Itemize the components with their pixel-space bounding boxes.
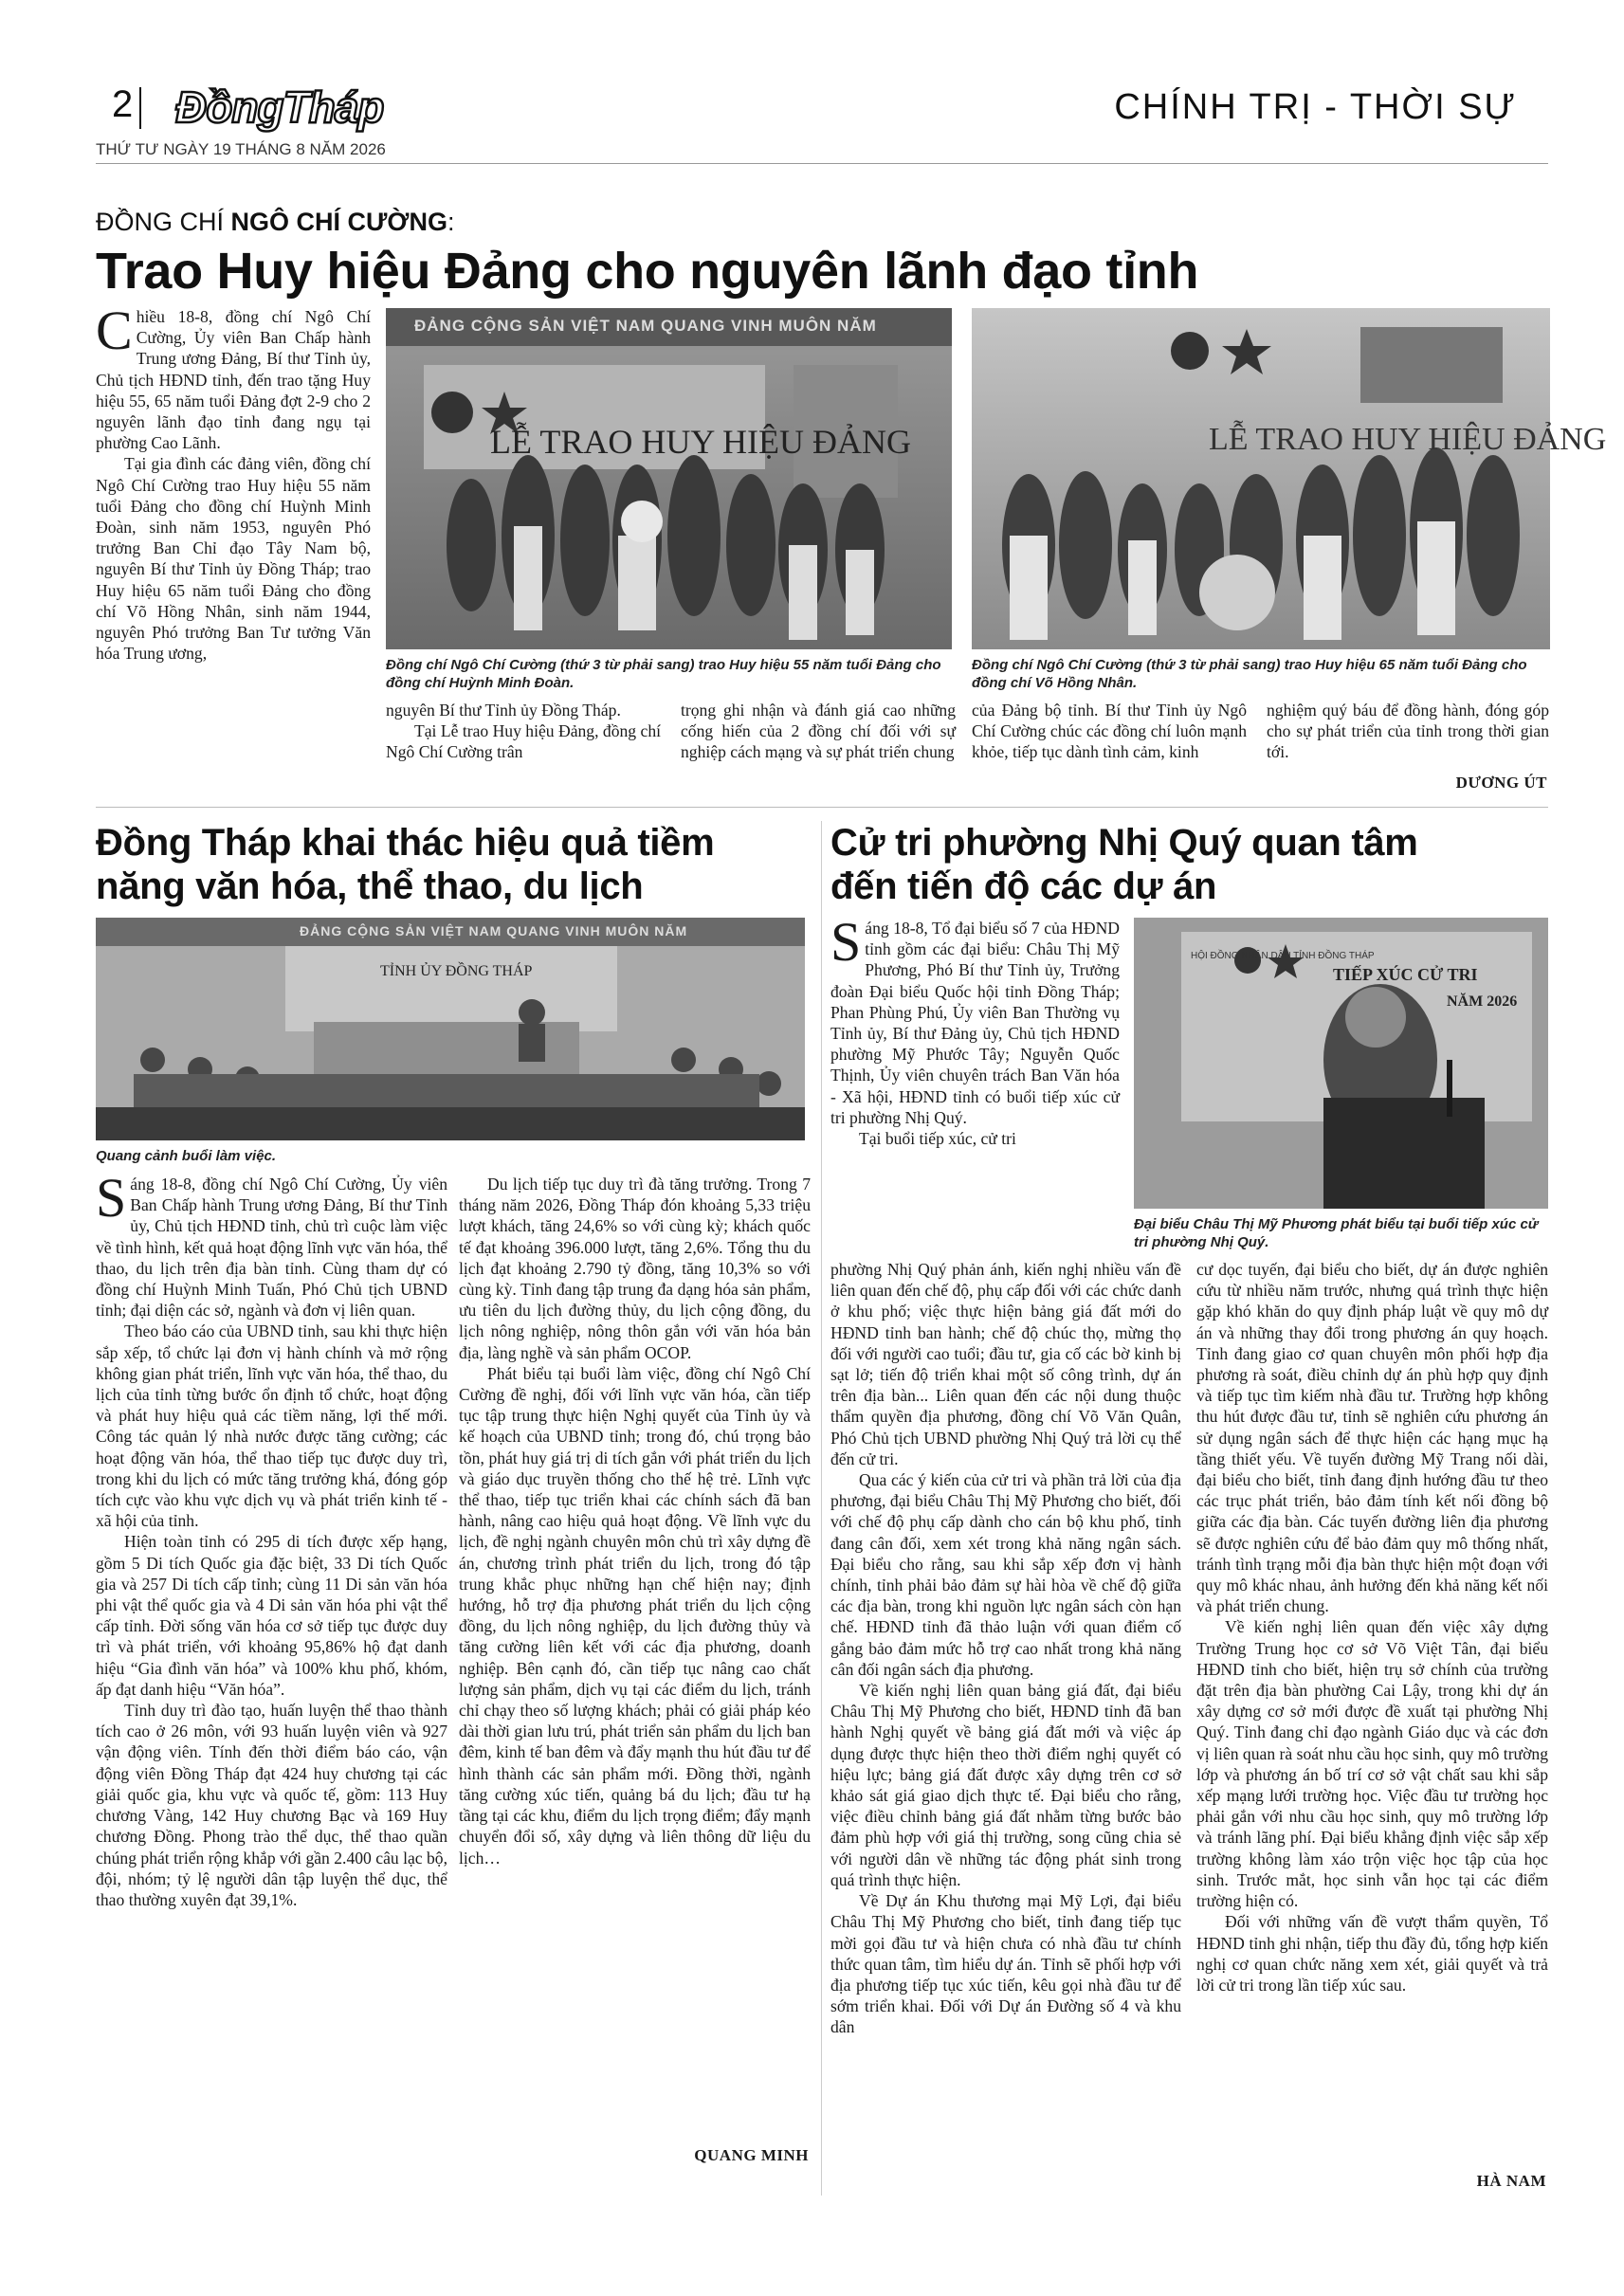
article2-paragraph: Theo báo cáo của UBND tỉnh, sau khi thực hiện sắp xếp, tổ chức lại đơn vị hành chính và mở rộng không gian phát triển, lĩnh vực văn hóa, thể thao, du lịch của tỉnh từng bước ổn định tổ chức, hoạt động và phát huy hiệu quả các tiềm năng, lợi thế mới. Công tác quản lý nhà nước được tăng cường; các hoạt động văn hóa, thể thao tiếp tục được duy trì, trong khi du lịch có mức tăng trưởng khá, đóng góp tích cực vào khu vực dịch vụ và phát triển kinh tế - xã hội của tỉnh.: [96, 1321, 447, 1531]
article2-byline: QUANG MINH: [694, 2146, 809, 2164]
article1-column-5: [1267, 700, 1549, 763]
article3-paragraph: Về kiến nghị liên quan bảng giá đất, đại biểu Châu Thị Mỹ Phương cho biết, HĐND tỉnh đã ban hành Nghị quyết về bảng giá đất mới và việc áp dụng được thực hiện theo thời điểm nghị quyết có hiệu lực; bảng giá đất được xây dựng trên cơ sở khảo sát giá giao dịch thực tế. Đại biểu cho rằng, việc điều chỉnh bảng giá đất nhằm từng bước bảo đảm phù hợp với giá thị trường, song cũng chia sẻ với người dân về những tác động phát sinh trong quá trình thực hiện.: [830, 1681, 1181, 1889]
article1-kicker: [96, 207, 454, 237]
article3-paragraph: cư dọc tuyến, đại biểu cho biết, dự án được nghiên cứu từ nhiều năm trước, nhưng quá trình thực hiện gặp khó khăn do quy định pháp luật về quy mô dự án và những thay đổi trong phương án quy hoạch. Tỉnh đang giao cơ quan chuyên môn phối hợp địa phương rà soát, điều chỉnh dự án phù hợp quy định và tiếp tục tìm kiếm nhà đầu tư. Trường hợp không thu hút được đầu tư, tỉnh sẽ nghiên cứu phương án sử dụng ngân sách để thực hiện các hạng mục hạ tầng thiết yếu. Về tuyến đường Mỹ Trang nối dài, đại biểu cho biết, tỉnh đang định hướng đầu tư theo các trục phát triển, bảo đảm tính kết nối đồng bộ giữa các địa bàn. Các tuyến đường liên địa phương sẽ được nghiên cứu để bảo đảm quy mô thống nhất, tránh tình trạng mỗi địa bàn thực hiện một đoạn với quy mô khác nhau, ảnh hưởng đến khả năng kết nối và phát triển chung.: [1196, 1260, 1548, 1616]
article3-paragraph: Về Dự án Khu thương mại Mỹ Lợi, đại biểu Châu Thị Mỹ Phương cho biết, tỉnh đang tiếp tục mời gọi đầu tư và hiện chưa có nhà đầu tư chính thức quan tâm, tìm hiểu dự án. Tỉnh sẽ phối hợp với địa phương tiếp tục xúc tiến, kêu gọi nhà đầu tư để sớm triển khai. Đối với Dự án Đường số 4 và khu dân: [830, 1891, 1181, 2037]
article1-photo-2: [972, 308, 1607, 649]
section-title: CHÍNH TRỊ - THỜI SỰ: [1114, 87, 1517, 127]
article3-photo-backdrop-year: NĂM 2026: [1447, 993, 1518, 1010]
article1-photo-1-banner: ĐẢNG CỘNG SẢN VIỆT NAM QUANG VINH MUÔN NĂM: [414, 317, 877, 335]
article2-paragraph: Phát biểu tại buổi làm việc, đồng chí Ngô Chí Cường đề nghị, đối với lĩnh vực văn hóa, cần tiếp tục tập trung thực hiện Nghị quyết của Tỉnh ủy và kế hoạch của UBND tỉnh; trong đó, chú trọng bảo tồn, phát huy giá trị di tích gắn với phát triển du lịch và giáo dục truyền thống cho thế hệ trẻ. Lĩnh vực thể thao, tiếp tục triển khai các chính sách đã ban hành, nâng cao hiệu quả hoạt động. Về lĩnh vực du lịch, đề nghị ngành chuyên môn chủ trì xây dựng đề án, chương trình phát triển du lịch, trong đó tập trung khắc phục những hạn chế hiện nay; định hướng, hỗ trợ địa phương phát triển du lịch cộng đồng, du lịch nông nghiệp, du lịch đường thủy và tăng cường liên kết với các địa phương, doanh nghiệp. Bên cạnh đó, cần tiếp tục nâng cao chất lượng sản phẩm, dịch vụ tại các điểm du lịch, tránh chỉ chạy theo số lượng khách; phải có giải pháp kéo dài thời gian lưu trú, phát triển sản phẩm du lịch ban đêm, kinh tế ban đêm và đẩy mạnh thu hút đầu tư để hình thành các sản phẩm mới. Đồng thời, ngành tăng cường xúc tiến, quảng bá du lịch; đầu tư hạ tầng tại các khu, điểm du lịch trọng điểm; đẩy mạnh chuyển đổi số, xây dựng và liên thông dữ liệu du lịch…: [459, 1363, 811, 1868]
article2-photo-caption: Quang cảnh buổi làm việc.: [96, 1148, 277, 1164]
article3-dropcap: S: [830, 911, 862, 973]
article1-kicker-name: NGÔ CHÍ CƯỜNG: [230, 208, 447, 236]
article1-paragraph: nghiệm quý báu để đồng hành, đóng góp cho sự phát triển của tỉnh trong thời gian tới.: [1267, 701, 1549, 762]
article2-column-1: [96, 1167, 447, 1910]
article1-photo-1-illustration: [386, 308, 952, 649]
article2-paragraph: Hiện toàn tỉnh có 295 di tích được xếp hạng, gồm 5 Di tích Quốc gia đặc biệt, 33 Di tích Quốc gia và 257 Di tích cấp tỉnh; cùng 11 Di sản văn hóa phi vật thể quốc gia và 4 Di sản văn hóa phi vật thể cấp tỉnh. Đời sống văn hóa cơ sở tiếp tục được duy trì và phát triển, với khoảng 95,86% hộ đạt danh hiệu “Gia đình văn hóa” và 100% khu phố, khóm, ấp đạt danh hiệu “Văn hóa”.: [96, 1532, 447, 1699]
issue-date: THỨ TƯ NGÀY 19 THÁNG 8 NĂM 2026: [96, 140, 386, 158]
section-rule-1: [96, 807, 1548, 808]
article1-photo-2-illustration: [972, 308, 1550, 649]
article1-paragraph: nguyên Bí thư Tỉnh ủy Đồng Tháp.: [386, 701, 621, 720]
article1-paragraph: trọng ghi nhận và đánh giá cao những cống hiến của 2 đồng chí đối với sự nghiệp cách mạng và sự phát triển chung: [681, 701, 956, 762]
article1-paragraph: hiều 18-8, đồng chí Ngô Chí Cường, Ủy viên Ban Chấp hành Trung ương Đảng, Bí thư Tỉnh ủy, Chủ tịch HĐND tỉnh, đến trao tặng Huy hiệu 55, 65 năm tuổi Đảng đợt 2-9 cho 2 nguyên lãnh đạo tỉnh đang ngụ tại phường Cao Lãnh.: [96, 307, 371, 453]
article3-column-1-top: [830, 911, 1120, 1149]
article2-photo: [96, 918, 805, 1140]
article1-paragraph: Tại Lễ trao Huy hiệu Đảng, đồng chí Ngô Chí Cường trân: [386, 721, 661, 762]
article1-title: Trao Huy hiệu Đảng cho nguyên lãnh đạo tỉnh: [96, 243, 1199, 300]
article2-paragraph: Tỉnh duy trì đào tạo, huấn luyện thể thao thành tích cao ở 26 môn, với 93 huấn luyện viên và 927 vận động viên. Tính đến thời điểm báo cáo, vận động viên Đồng Tháp đạt 424 huy chương tại các giải quốc gia, khu vực và quốc tế, gồm: 113 Huy chương Vàng, 142 Huy chương Bạc và 169 Huy chương Đồng. Phong trào thể dục, thể thao quần chúng phát triển rộng khắp với gần 2.400 câu lạc bộ, đội, nhóm; tỷ lệ người dân tập luyện thể dục, thể thao thường xuyên đạt 39,1%.: [96, 1701, 447, 1909]
article2-column-2: [459, 1174, 811, 1868]
brand-logo: [175, 83, 383, 131]
article3-paragraph: phường Nhị Quý phản ánh, kiến nghị nhiều vấn đề liên quan đến chế độ, phụ cấp đối với các chức danh ở khu phố; việc thực hiện bảng giá đất mới do HĐND tỉnh ban hành; chế độ chúc thọ, mừng thọ đối với người cao tuổi; đầu tư, gia cố các bờ kinh bị sạt lở; tiến độ triển khai một số công trình, dự án trên địa bàn... Liên quan đến các nội dung thuộc thẩm quyền địa phương, đồng chí Võ Văn Quân, Phó Chủ tịch UBND phường Nhị Quý trả lời cụ thể đến cử tri.: [830, 1260, 1181, 1468]
article1-photo-2-backdrop: LỄ TRAO HUY HIỆU ĐẢNG: [1209, 422, 1607, 457]
article3-column-1: [830, 1259, 1181, 2038]
article2-photo-illustration: [96, 918, 805, 1140]
article1-photo-1-backdrop: LỄ TRAO HUY HIỆU ĐẢNG: [490, 423, 911, 461]
article1-column-4: [972, 700, 1247, 763]
article3-title: Cử tri phường Nhị Quý quan tâm đến tiến độ các dự án: [830, 822, 1418, 907]
article3-photo-backdrop-small: HỘI ĐỒNG NHÂN DÂN TỈNH ĐỒNG THÁP: [1191, 951, 1375, 961]
brand-logo-text: ĐồngTháp: [175, 82, 384, 132]
article3-photo-illustration: [1134, 918, 1548, 1209]
article3-photo-backdrop-title: TIẾP XÚC CỬ TRI: [1333, 965, 1478, 984]
article3-paragraph: Đối với những vấn đề vượt thẩm quyền, Tổ HĐND tỉnh ghi nhận, tiếp thu đầy đủ, tổng hợp kiến nghị cơ quan chức năng xem xét, giải quyết và trả lời cử tri trong lần tiếp xúc sau.: [1196, 1912, 1548, 1995]
article1-column-2: [386, 700, 661, 763]
article1-kicker-prefix: ĐỒNG CHÍ: [96, 208, 231, 236]
article3-paragraph: Về kiến nghị liên quan đến việc xây dựng Trường Trung học cơ sở Võ Việt Tân, đại biểu HĐND tỉnh cho biết, hiện trụ sở chính của trường đặt trên địa bàn phường Cai Lậy, trong khi dự án xây dựng cơ sở mới được đề xuất tại phường Nhị Quý. Tỉnh đang chỉ đạo ngành Giáo dục và các đơn vị liên quan rà soát nhu cầu học sinh, quy mô trường lớp và phương án bố trí cơ sở vật chất sau khi sắp xếp mạng lưới trường học. Việc đầu tư trường học phải gắn với nhu cầu học sinh, quy mô trường lớp và tránh lãng phí. Đại biểu khẳng định việc sắp xếp trường không làm xáo trộn việc học tập của học sinh. Trước mắt, học sinh vẫn học tại các điểm trường hiện có.: [1196, 1617, 1548, 1911]
article1-column-1: [96, 300, 371, 664]
article3-byline: HÀ NAM: [1476, 2172, 1546, 2190]
article1-byline: DƯƠNG ÚT: [1455, 774, 1547, 792]
article2-dropcap: S: [96, 1167, 127, 1229]
article2-photo-banner: ĐẢNG CỘNG SẢN VIỆT NAM QUANG VINH MUÔN NĂM: [300, 923, 688, 938]
article3-photo: [1134, 918, 1548, 1209]
article3-paragraph: Qua các ý kiến của cử tri và phần trả lời của địa phương, đại biểu Châu Thị Mỹ Phương cho biết, đối với chế độ phụ cấp dành cho cán bộ khu phố, tỉnh đang cân đối, xem xét trong khả năng ngân sách. Đại biểu cho rằng, sau khi sắp xếp đơn vị hành chính, tỉnh phải bảo đảm sự hài hòa về chế độ giữa các địa bàn, trong khi nguồn lực ngân sách còn hạn chế. HĐND tỉnh đã thảo luận với quan điểm cố gắng bảo đảm mức hỗ trợ cao nhất trong khả năng cân đối ngân sách địa phương.: [830, 1470, 1181, 1679]
page-number-divider: [139, 87, 141, 129]
article1-photo-1: [386, 308, 952, 649]
article1-column-3: [681, 700, 956, 763]
article2-paragraph: Du lịch tiếp tục duy trì đà tăng trưởng. Trong 7 tháng năm 2026, Đồng Tháp đón khoảng 5,33 triệu lượt khách, tăng 24,6% so với cùng kỳ; khách quốc tế đạt khoảng 396.000 lượt, tăng 2,6%. Tổng thu du lịch đạt khoảng 2.790 tỷ đồng, tăng 10,3% so với cùng kỳ. Tỉnh đang tập trung đa dạng hóa sản phẩm, ưu tiên du lịch đường thủy, du lịch cộng đồng, du lịch nông nghiệp, nông thôn gắn với văn hóa bản địa, làng nghề và sản phẩm OCOP.: [459, 1175, 811, 1362]
article3-paragraph: áng 18-8, Tổ đại biểu số 7 của HĐND tỉnh gồm các đại biểu: Châu Thị Mỹ Phương, Phó Bí thư Tỉnh ủy, Trưởng đoàn Đại biểu Quốc hội tỉnh Đồng Tháp; Phan Phùng Phú, Ủy viên Ban Thường vụ Tỉnh ủy, Bí thư Đảng ủy, Chủ tịch HĐND phường Mỹ Phước Tây; Nguyễn Quốc Thịnh, Ủy viên chuyên trách Ban Văn hóa - Xã hội, HĐND tỉnh có buổi tiếp xúc cử tri phường Nhị Quý.: [830, 919, 1120, 1127]
article1-photo-2-caption: Đồng chí Ngô Chí Cường (thứ 3 từ phải sang) trao Huy hiệu 65 năm tuổi Đảng cho đồng chí Võ Hồng Nhân.: [972, 657, 1527, 691]
article1-paragraph: Tại gia đình các đảng viên, đồng chí Ngô Chí Cường trao Huy hiệu 55 năm tuổi Đảng cho đồng chí Huỳnh Minh Đoàn, sinh năm 1953, nguyên Phó trưởng Ban Chỉ đạo Tây Nam bộ, nguyên Bí thư Tỉnh ủy Đồng Tháp; trao Huy hiệu 65 năm tuổi Đảng cho đồng chí Võ Hồng Nhân, sinh năm 1944, nguyên Phó trưởng Ban Tư tưởng Văn hóa Trung ương,: [96, 454, 371, 664]
article1-photo-1-caption: Đồng chí Ngô Chí Cường (thứ 3 từ phải sang) trao Huy hiệu 55 năm tuổi Đảng cho đồng chí Huỳnh Minh Đoàn.: [386, 657, 941, 691]
article3-photo-caption: Đại biểu Châu Thị Mỹ Phương phát biểu tại buổi tiếp xúc cử tri phường Nhị Quý.: [1134, 1216, 1539, 1250]
article2-title: Đồng Tháp khai thác hiệu quả tiềm năng văn hóa, thể thao, du lịch: [96, 822, 715, 907]
column-rule: [821, 821, 822, 2196]
article2-photo-sign: TỈNH ỦY ĐỒNG THÁP: [380, 963, 533, 979]
header-rule: [96, 163, 1548, 164]
article1-kicker-suffix: :: [447, 208, 455, 236]
article3-column-2: [1196, 1259, 1548, 1995]
article1-dropcap: C: [96, 300, 133, 361]
article1-paragraph: của Đảng bộ tỉnh. Bí thư Tỉnh ủy Ngô Chí Cường chúc các đồng chí luôn mạnh khỏe, tiếp tục dành tình cảm, kinh: [972, 701, 1247, 762]
article2-paragraph: áng 18-8, đồng chí Ngô Chí Cường, Ủy viên Ban Chấp hành Trung ương Đảng, Bí thư Tỉnh ủy, Chủ tịch HĐND tỉnh, chủ trì cuộc làm việc về tình hình, kết quả hoạt động lĩnh vực văn hóa, thể thao, du lịch trên địa bàn tỉnh. Cùng tham dự có đồng chí Huỳnh Minh Tuấn, Phó Chủ tịch UBND tỉnh; đại diện các sở, ngành và đơn vị liên quan.: [96, 1175, 447, 1321]
page-number: 2: [112, 83, 134, 125]
article3-paragraph: Tại buổi tiếp xúc, cử tri: [859, 1129, 1016, 1149]
